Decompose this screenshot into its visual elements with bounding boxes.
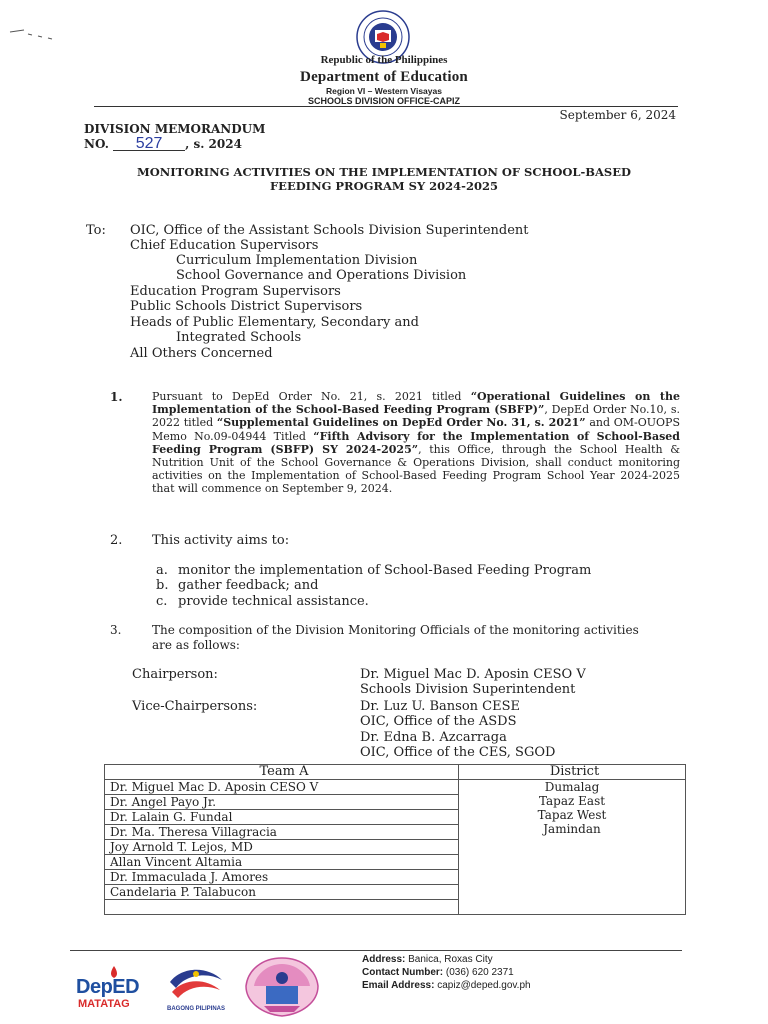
vice-line: Dr. Luz U. Banson CESE: [360, 699, 520, 714]
vice-line: OIC, Office of the CES, SGOD: [360, 745, 556, 760]
footer-email-label: Email Address:: [362, 980, 435, 991]
recipient: Curriculum Implementation Division: [176, 253, 418, 268]
recipient: Education Program Supervisors: [130, 284, 341, 299]
chair-line: Dr. Miguel Mac D. Aposin CESO V: [360, 667, 586, 682]
memo-title-line: FEEDING PROGRAM SY 2024-2025: [270, 179, 498, 193]
footer-email: [362, 980, 531, 991]
memo-number: 527: [113, 137, 185, 151]
memo-title: [90, 165, 678, 193]
table-row: [105, 780, 686, 795]
header-department: Department of Education: [300, 69, 468, 85]
para1-bold-run: “Operational Guidelines on the Implementation of the School-Based Feeding Program (SBFP)”: [152, 390, 681, 417]
vice-line: Dr. Edna B. Azcarraga: [360, 730, 507, 745]
bagong-pilipinas-text: BAGONG PILIPINAS: [166, 1006, 225, 1012]
footer-contact: [362, 967, 514, 978]
footer-address: [362, 954, 493, 965]
chair-line: Schools Division Superintendent: [360, 682, 576, 697]
division-shell-logo-icon: [244, 956, 320, 1018]
memo-number-line: [84, 137, 265, 152]
district-col-header: District: [459, 765, 686, 780]
district-cell: [459, 780, 686, 915]
district-name: Jamindan: [543, 822, 601, 836]
aim-letter: c.: [156, 594, 168, 609]
team-member: Dr. Miguel Mac D. Aposin CESO V: [105, 780, 459, 795]
recipient: School Governance and Operations Division: [176, 268, 467, 283]
recipient: Chief Education Supervisors: [130, 238, 319, 253]
header-region: Region VI – Western Visayas: [326, 86, 442, 96]
memo-label: DIVISION MEMORANDUM: [84, 122, 266, 136]
para1-number: 1.: [110, 390, 123, 404]
para3-number: 3.: [110, 623, 122, 637]
team-member: Dr. Lalain G. Fundal: [105, 810, 459, 825]
district-name: Tapaz East: [538, 794, 606, 808]
recipient: All Others Concerned: [130, 346, 273, 361]
bagong-pilipinas-logo: [160, 962, 232, 1016]
recipient: Public Schools District Supervisors: [130, 299, 363, 314]
team-table-header: [105, 765, 686, 780]
memo-title-line: MONITORING ACTIVITIES ON THE IMPLEMENTATION OF SCHOOL-BASED: [137, 165, 631, 179]
matatag-logo-text: MATATAG: [78, 998, 130, 1010]
recipient: Integrated Schools: [176, 330, 302, 345]
para1-text: [152, 390, 680, 496]
footer-contact-label: Contact Number:: [362, 967, 444, 978]
header-republic: Republic of the Philippines: [320, 54, 448, 66]
scribble-mark: [8, 24, 58, 44]
aim-item: provide technical assistance.: [178, 594, 369, 609]
deped-matatag-logo: [74, 964, 154, 1014]
vice-line: OIC, Office of the ASDS: [360, 714, 517, 729]
aim-item: gather feedback; and: [178, 578, 319, 593]
memo-series: , s. 2024: [185, 137, 242, 151]
bagong-pilipinas-icon: [160, 962, 232, 1006]
para1-bold-run: “Fifth Advisory for the Implementation of School-Based Feeding Program (SBFP) SY 2024-2025”: [152, 429, 680, 456]
para3-text: The composition of the Division Monitoring Officials of the monitoring activities are as follows:: [152, 623, 639, 652]
memo-date: September 6, 2024: [559, 108, 676, 122]
team-col-header: Team A: [105, 765, 459, 780]
aim-item: monitor the implementation of School-Based Feeding Program: [178, 563, 592, 578]
para2-number: 2.: [110, 533, 123, 548]
para1-bold-run: “Supplemental Guidelines on DepEd Order No. 31, s. 2021”: [216, 416, 586, 430]
district-name: Dumalag: [544, 780, 600, 794]
aim-letter: b.: [156, 578, 169, 593]
recipient: Heads of Public Elementary, Secondary and: [130, 315, 419, 330]
team-member: Dr. Ma. Theresa Villagracia: [105, 825, 459, 840]
recipient: OIC, Office of the Assistant Schools Division Superintendent: [130, 223, 529, 238]
para2-text: This activity aims to:: [152, 533, 290, 548]
para1-run: Pursuant to DepEd Order No. 21, s. 2021 titled: [152, 390, 471, 403]
footer-address-value: Banica, Roxas City: [408, 954, 493, 965]
team-member: Joy Arnold T. Lejos, MD: [105, 840, 459, 855]
memo-heading: [84, 122, 265, 152]
team-member: Allan Vincent Altamia: [105, 855, 459, 870]
to-label: To:: [86, 223, 106, 238]
footer-email-value: capiz@deped.gov.ph: [437, 980, 531, 991]
team-member: [105, 900, 459, 915]
team-member: Dr. Immaculada J. Amores: [105, 870, 459, 885]
memo-no-label: NO.: [84, 137, 109, 151]
header-rule: [94, 106, 678, 107]
footer-contact-value: (036) 620 2371: [445, 967, 514, 978]
para1-run: , this Office, through the School Health & Nutrition Unit of the School Governance & Operations Division, shall conduct monitoring activities on the Implementation of School-Based Feeding Program School Year 2024-2025 that will commence on September 9, 2024.: [152, 442, 681, 496]
vice-label: Vice-Chairpersons:: [132, 699, 258, 714]
para1-run: , DepEd Order No.10, s. 2022 titled: [152, 403, 681, 430]
footer-address-label: Address:: [362, 954, 406, 965]
team-member: Dr. Angel Payo Jr.: [105, 795, 459, 810]
aim-letter: a.: [156, 563, 168, 578]
chair-label: Chairperson:: [132, 667, 218, 682]
header-office: SCHOOLS DIVISION OFFICE-CAPIZ: [307, 96, 460, 106]
para1-run: and OM-OUOPS Memo No.09-04944 Titled: [152, 416, 680, 443]
team-table: [104, 764, 686, 915]
footer-rule: [70, 950, 682, 951]
team-member: Candelaria P. Talabucon: [105, 885, 459, 900]
deped-logo-text: DepED: [76, 976, 140, 998]
district-name: Tapaz West: [537, 808, 607, 822]
